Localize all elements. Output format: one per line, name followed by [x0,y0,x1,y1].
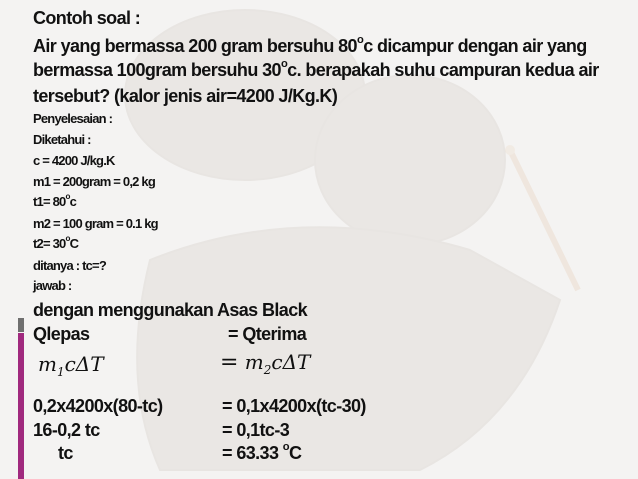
equation-1-left: 0,2x4200x(80-tc) [33,396,163,416]
equation-3-left: tc [58,443,73,463]
jawab-label: jawab : [33,278,72,293]
diketahui-label: Diketahui : [33,132,91,147]
value-m1: m1 = 200gram = 0,2 kg [33,174,155,189]
value-c: c = 4200 J/kg.K [33,153,115,168]
accent-bar-purple [18,333,24,479]
value-t1: $t1= 80^oc$ [33,192,76,209]
equation-1-right: = 0,1x4200x(tc-30) [222,396,366,416]
qterima-label: = Qterima [228,324,307,344]
question-line-2: bermassa 100gram bersuhu 30$^o$c. berapakah suhu campuran kedua air [33,58,599,80]
penyelesaian-label: Penyelesaian : [33,111,113,126]
question-line-3: tersebut? (kalor jenis air=4200 J/Kg.K) [33,86,338,106]
equation-3-right: = 63.33 $^o$C [222,441,302,463]
formula-left: $m_1c\Delta T$ [38,352,104,379]
ditanya-label: ditanya : tc=? [33,258,106,273]
asas-black-line: dengan menggunakan Asas Black [33,300,308,320]
equation-2-right: = 0,1tc-3 [222,420,290,440]
question-line-1: Air yang bermassa 200 gram bersuhu 80$^o$c dicampur dengan air yang [33,34,587,56]
accent-bar-gray [18,318,24,332]
value-t2: $t2= 30^oC$ [33,234,79,251]
value-m2: m2 = 100 gram = 0.1 kg [33,216,158,231]
qlepas-label: Qlepas [33,324,90,344]
title: Contoh soal : [33,8,141,28]
formula-right: = $m_2c\Delta T$ [220,350,311,377]
equation-2-left: 16-0,2 tc [33,420,100,440]
